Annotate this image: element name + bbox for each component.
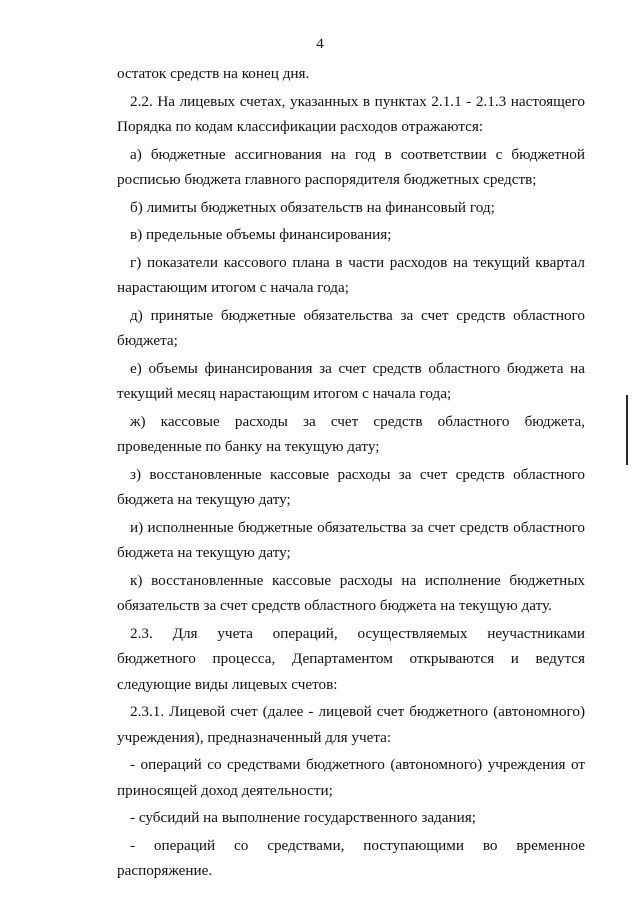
page-number: 4 [316,36,324,52]
margin-mark [626,395,628,465]
list-item-e: е) объемы финансирования за счет средств областного бюджета на текущий месяц нарастающим итогом с начала года; [117,359,585,402]
paragraph-2-2: 2.2. На лицевых счетах, указанных в пунктах 2.1.1 - 2.1.3 настоящего Порядка по кодам классификации расходов отражаются: [117,92,585,135]
bullet-item-income: - операций со средствами бюджетного (автономного) учреждения от приносящей доход деятельности; [117,756,585,799]
bullet-item-subsidies: - субсидий на выполнение государственного задания; [130,809,476,826]
list-item-zh: ж) кассовые расходы за счет средств областного бюджета, проведенные по банку на текущую дату; [117,412,585,455]
list-item-z: з) восстановленные кассовые расходы за счет средств областного бюджета на текущую дату; [117,465,585,508]
bullet-item-temporary: - операций со средствами, поступающими во временное распоряжение. [117,836,585,879]
list-item-v: в) предельные объемы финансирования; [130,226,392,243]
list-item-a: а) бюджетные ассигнования на год в соответствии с бюджетной росписью бюджета главного распорядителя бюджетных средств; [117,145,585,188]
list-item-b: б) лимиты бюджетных обязательств на финансовый год; [130,198,495,216]
paragraph-2-3-1: 2.3.1. Лицевой счет (далее - лицевой счет бюджетного (автономного) учреждения), предназначенный для учета: [117,703,585,746]
paragraph-remainder: остаток средств на конец дня. [117,65,310,82]
list-item-i: и) исполненные бюджетные обязательства за счет средств областного бюджета на текущую дату; [117,518,585,561]
list-item-d: д) принятые бюджетные обязательства за счет средств областного бюджета; [117,306,585,349]
paragraph-2-3: 2.3. Для учета операций, осуществляемых неучастниками бюджетного процесса, Департаментом открываются и ведутся следующие виды лицевых счетов: [117,624,585,693]
list-item-g: г) показатели кассового плана в части расходов на текущий квартал нарастающим итогом с начала года; [117,253,585,296]
document-body [117,61,585,884]
list-item-k: к) восстановленные кассовые расходы на исполнение бюджетных обязательств за счет средств областного бюджета на текущую дату. [117,571,585,614]
